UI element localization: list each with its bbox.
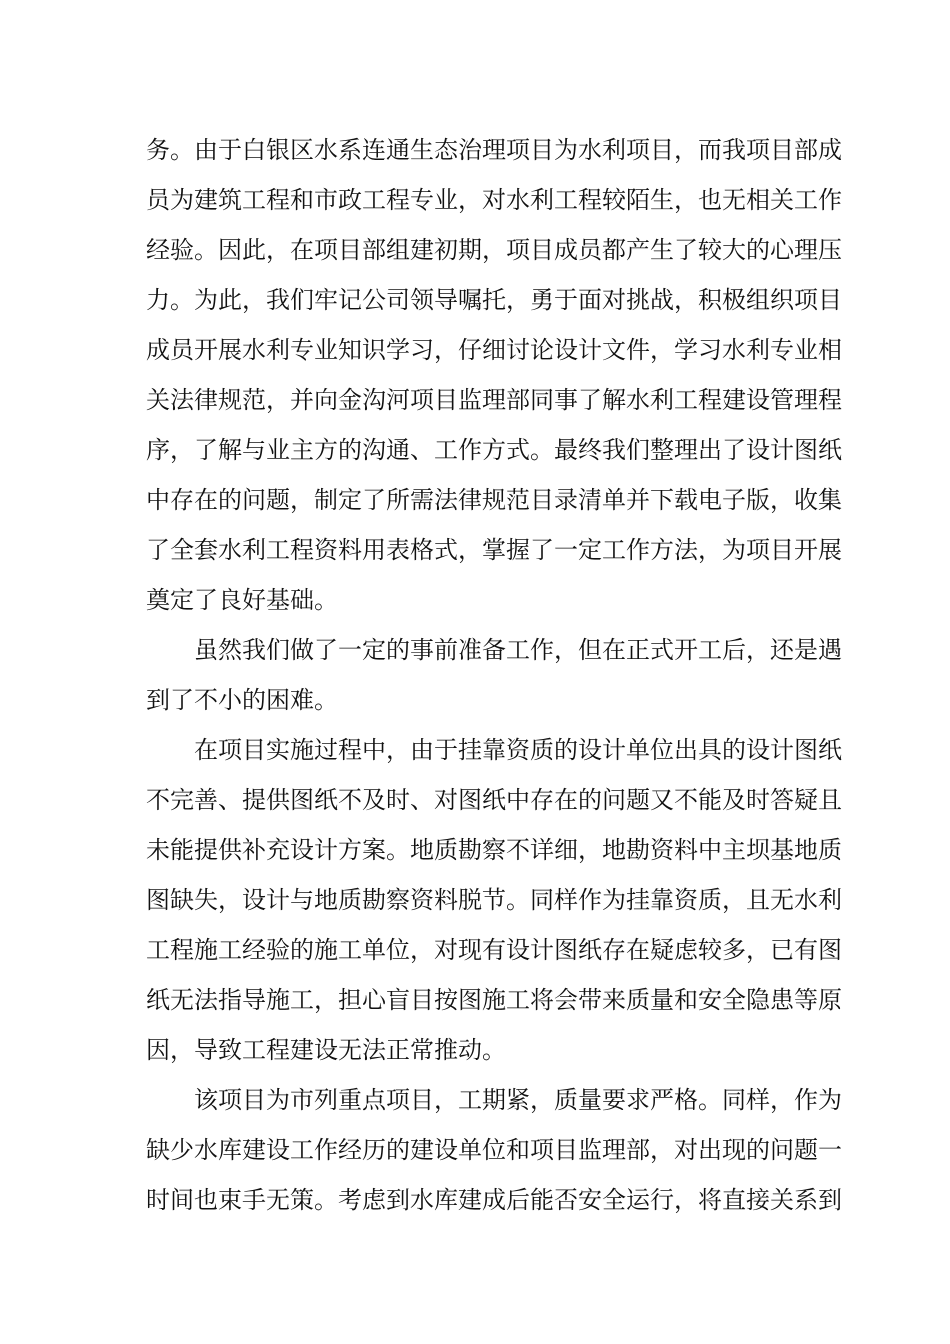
text-line: 缺少水库建设工作经历的建设单位和项目监理部，对出现的问题一 <box>146 1136 842 1164</box>
text-line: 关法律规范，并向金沟河项目监理部同事了解水利工程建设管理程 <box>146 386 842 414</box>
text-line: 序，了解与业主方的沟通、工作方式。最终我们整理出了设计图纸 <box>146 436 842 464</box>
text-line: 务。由于白银区水系连通生态治理项目为水利项目，而我项目部成 <box>146 136 842 164</box>
text-line: 中存在的问题，制定了所需法律规范目录清单并下载电子版，收集 <box>146 486 842 514</box>
text-line: 图缺失，设计与地质勘察资料脱节。同样作为挂靠资质，且无水利 <box>146 886 842 914</box>
text-line: 虽然我们做了一定的事前准备工作，但在正式开工后，还是遇 <box>194 636 842 664</box>
text-line: 经验。因此，在项目部组建初期，项目成员都产生了较大的心理压 <box>146 236 842 264</box>
text-line: 了全套水利工程资料用表格式，掌握了一定工作方法，为项目开展 <box>146 536 842 564</box>
text-line: 未能提供补充设计方案。地质勘察不详细，地勘资料中主坝基地质 <box>146 836 842 864</box>
text-line: 力。为此，我们牢记公司领导嘱托，勇于面对挑战，积极组织项目 <box>146 286 842 314</box>
text-line: 该项目为市列重点项目，工期紧，质量要求严格。同样，作为 <box>194 1086 842 1114</box>
text-line: 纸无法指导施工，担心盲目按图施工将会带来质量和安全隐患等原 <box>146 986 842 1014</box>
text-line: 到了不小的困难。 <box>146 686 338 714</box>
text-line: 时间也束手无策。考虑到水库建成后能否安全运行，将直接关系到 <box>146 1186 842 1214</box>
text-line: 不完善、提供图纸不及时、对图纸中存在的问题又不能及时答疑且 <box>146 786 842 814</box>
text-line: 成员开展水利专业知识学习，仔细讨论设计文件，学习水利专业相 <box>146 336 842 364</box>
text-line: 因，导致工程建设无法正常推动。 <box>146 1036 506 1064</box>
text-line: 在项目实施过程中，由于挂靠资质的设计单位出具的设计图纸 <box>194 736 842 764</box>
text-line: 工程施工经验的施工单位，对现有设计图纸存在疑虑较多，已有图 <box>146 936 842 964</box>
text-line: 奠定了良好基础。 <box>146 586 338 614</box>
text-line: 员为建筑工程和市政工程专业，对水利工程较陌生，也无相关工作 <box>146 186 842 214</box>
